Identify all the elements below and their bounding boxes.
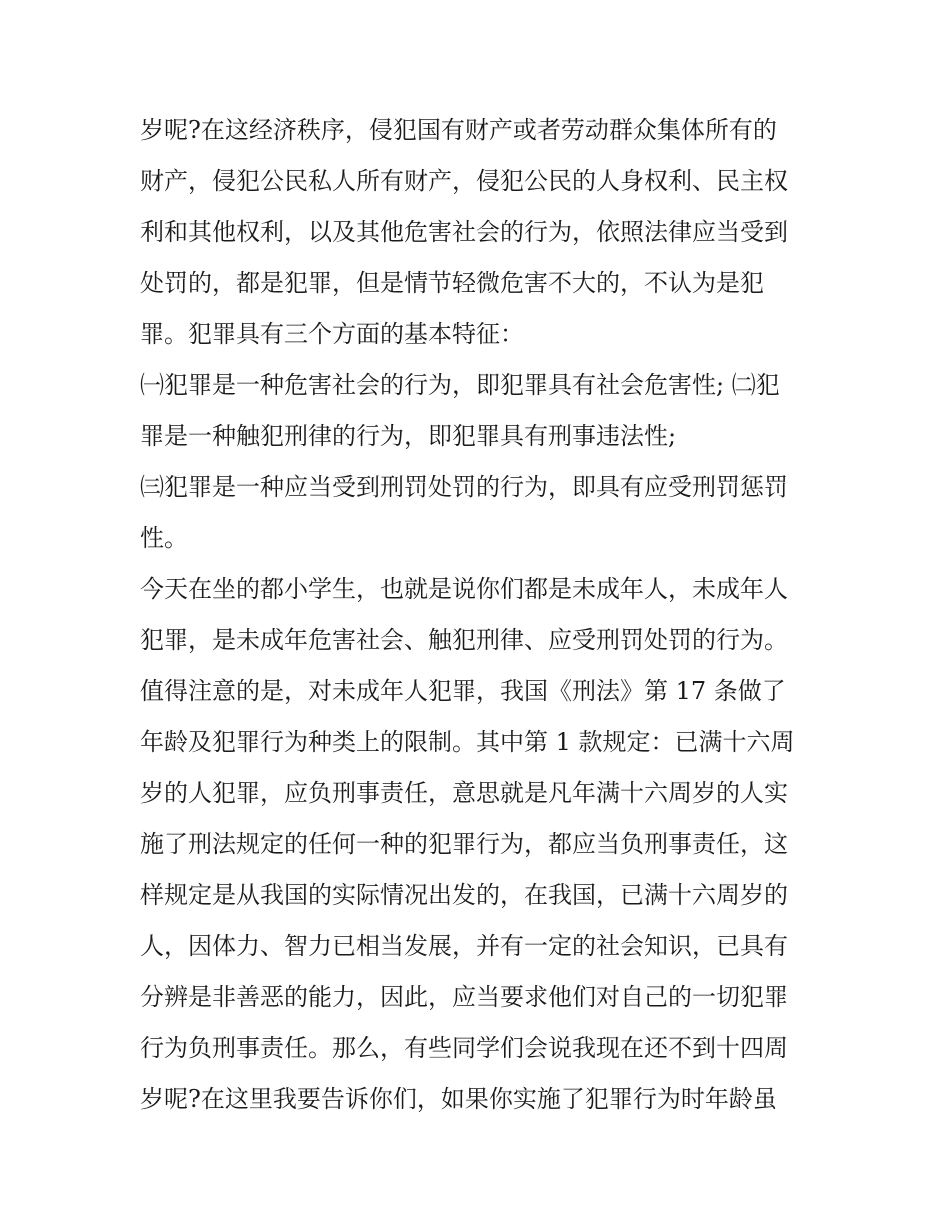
text-line: 今天在坐的都小学生，也就是说你们都是未成年人，未成年人 [140, 575, 788, 603]
text-line: 年龄及犯罪行为种类上的限制。其中第 1 款规定：已满十六周 [140, 728, 795, 756]
text-line: 岁的人犯罪，应负刑事责任，意思就是凡年满十六周岁的人实 [140, 779, 788, 807]
body-text [140, 105, 820, 1125]
text-line: 行为负刑事责任。那么，有些同学们会说我现在还不到十四周 [140, 1034, 788, 1062]
text-line: ㈠犯罪是一种危害社会的行为，即犯罪具有社会危害性; ㈡犯 [140, 371, 780, 399]
text-line: 性。 [140, 524, 188, 552]
text-line: 罪。犯罪具有三个方面的基本特征： [140, 320, 524, 348]
text-line: 利和其他权利，以及其他危害社会的行为，依照法律应当受到 [140, 218, 788, 246]
text-line: 施了刑法规定的任何一种的犯罪行为，都应当负刑事责任，这 [140, 830, 788, 858]
text-line: 犯罪，是未成年危害社会、触犯刑律、应受刑罚处罚的行为。 [140, 626, 788, 654]
text-line: 罪是一种触犯刑律的行为，即犯罪具有刑事违法性; [140, 422, 677, 450]
text-line: 岁呢?在这里我要告诉你们，如果你实施了犯罪行为时年龄虽 [140, 1085, 777, 1113]
text-line: 处罚的，都是犯罪，但是情节轻微危害不大的，不认为是犯 [140, 269, 764, 297]
text-line: ㈢犯罪是一种应当受到刑罚处罚的行为，即具有应受刑罚惩罚 [140, 473, 788, 501]
text-line: 样规定是从我国的实际情况出发的，在我国，已满十六周岁的 [140, 881, 788, 909]
text-line: 值得注意的是，对未成年人犯罪，我国《刑法》第 17 条做了 [140, 677, 786, 705]
text-line: 岁呢?在这经济秩序，侵犯国有财产或者劳动群众集体所有的 [140, 116, 777, 144]
text-line: 财产，侵犯公民私人所有财产，侵犯公民的人身权利、民主权 [140, 167, 788, 195]
text-line: 人，因体力、智力已相当发展，并有一定的社会知识，已具有 [140, 932, 788, 960]
text-line: 分辨是非善恶的能力，因此，应当要求他们对自己的一切犯罪 [140, 983, 788, 1011]
